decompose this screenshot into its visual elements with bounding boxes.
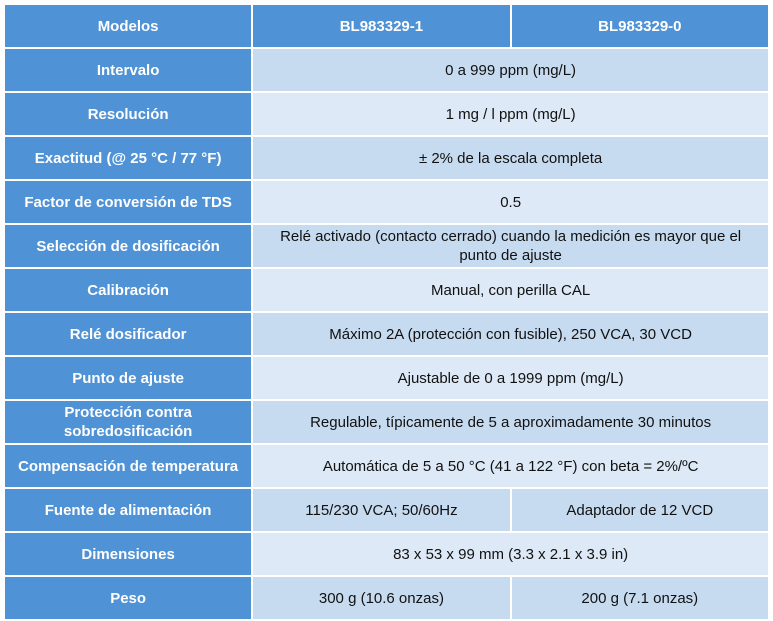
row-value: Ajustable de 0 a 1999 ppm (mg/L) — [252, 356, 769, 400]
row-value-model-b: 200 g (7.1 onzas) — [511, 576, 769, 620]
spec-row-resolucion — [4, 92, 769, 136]
spec-row-fuente — [4, 488, 769, 532]
row-label: Fuente de alimentación — [4, 488, 252, 532]
row-label: Calibración — [4, 268, 252, 312]
spec-row-calibracion — [4, 268, 769, 312]
row-value: 0.5 — [252, 180, 769, 224]
spec-row-punto-ajuste — [4, 356, 769, 400]
spec-row-factor-tds — [4, 180, 769, 224]
spec-row-compensacion — [4, 444, 769, 488]
row-value: Automática de 5 a 50 °C (41 a 122 °F) con beta = 2%/ºC — [252, 444, 769, 488]
spec-row-exactitud — [4, 136, 769, 180]
row-value: 1 mg / l ppm (mg/L) — [252, 92, 769, 136]
header-models-label: Modelos — [4, 4, 252, 48]
spec-row-dimensiones — [4, 532, 769, 576]
row-value-model-a: 115/230 VCA; 50/60Hz — [252, 488, 510, 532]
row-value: 83 x 53 x 99 mm (3.3 x 2.1 x 3.9 in) — [252, 532, 769, 576]
header-row — [4, 4, 769, 48]
spec-row-rele-dosificador — [4, 312, 769, 356]
row-value-model-a: 300 g (10.6 onzas) — [252, 576, 510, 620]
row-label: Resolución — [4, 92, 252, 136]
row-value: Regulable, típicamente de 5 a aproximadamente 30 minutos — [252, 400, 769, 444]
spec-row-peso — [4, 576, 769, 620]
row-value: ± 2% de la escala completa — [252, 136, 769, 180]
spec-row-seleccion-dosificacion — [4, 224, 769, 268]
row-label: Exactitud (@ 25 °C / 77 °F) — [4, 136, 252, 180]
specifications-table — [3, 3, 770, 621]
row-label: Intervalo — [4, 48, 252, 92]
row-label: Punto de ajuste — [4, 356, 252, 400]
row-value: 0 a 999 ppm (mg/L) — [252, 48, 769, 92]
row-value: Manual, con perilla CAL — [252, 268, 769, 312]
row-value: Máximo 2A (protección con fusible), 250 VCA, 30 VCD — [252, 312, 769, 356]
spec-row-intervalo — [4, 48, 769, 92]
row-label: Relé dosificador — [4, 312, 252, 356]
row-label: Selección de dosificación — [4, 224, 252, 268]
header-model-b: BL983329-0 — [511, 4, 769, 48]
row-value: Relé activado (contacto cerrado) cuando la medición es mayor que el punto de ajuste — [252, 224, 769, 268]
row-label: Protección contra sobredosificación — [4, 400, 252, 444]
header-model-a: BL983329-1 — [252, 4, 510, 48]
row-label: Factor de conversión de TDS — [4, 180, 252, 224]
row-label: Dimensiones — [4, 532, 252, 576]
row-value-model-b: Adaptador de 12 VCD — [511, 488, 769, 532]
row-label: Compensación de temperatura — [4, 444, 252, 488]
row-label: Peso — [4, 576, 252, 620]
spec-row-proteccion — [4, 400, 769, 444]
